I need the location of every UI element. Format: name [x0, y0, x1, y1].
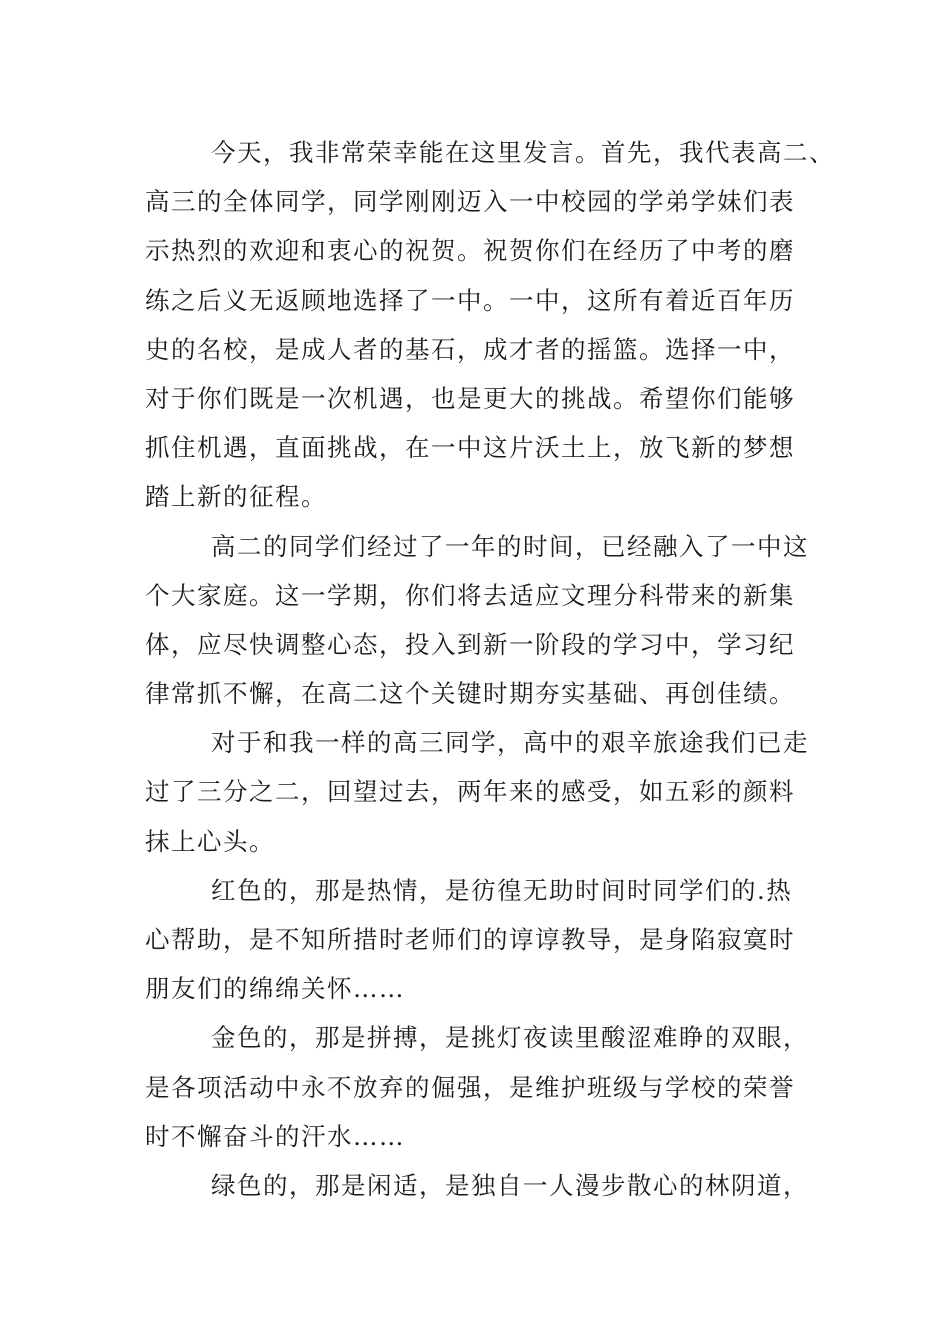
paragraph-line: 时不懈奋斗的汗水…… [145, 1121, 405, 1151]
paragraph-line: 抹上心头。 [145, 826, 275, 856]
paragraph-line: 朋友们的绵绵关怀…… [145, 974, 405, 1004]
document-body [145, 128, 845, 1210]
paragraph-line: 绿色的，那是闲适，是独自一人漫步散心的林阴道， [211, 1170, 809, 1200]
paragraph-grade-three [145, 718, 845, 866]
paragraph-line: 是各项活动中永不放弃的倔强，是维护班级与学校的荣誉 [145, 1072, 795, 1102]
paragraph-line: 对于和我一样的高三同学，高中的艰辛旅途我们已走 [211, 728, 809, 758]
paragraph-line: 高二的同学们经过了一年的时间，已经融入了一中这 [211, 531, 809, 561]
paragraph-line: 对于你们既是一次机遇，也是更大的挑战。希望你们能够 [145, 383, 795, 413]
paragraph-line: 今天，我非常荣幸能在这里发言。首先，我代表高二、 [211, 138, 835, 167]
paragraph-line: 心帮助，是不知所措时老师们的谆谆教导，是身陷寂寞时 [145, 925, 795, 954]
paragraph-grade-two [145, 522, 845, 719]
paragraph-line: 史的名校，是成人者的基石，成才者的摇篮。选择一中， [145, 334, 795, 364]
paragraph-line: 金色的，那是拼搏，是挑灯夜读里酸涩难睁的双眼， [211, 1023, 809, 1053]
paragraph-gold [145, 1013, 845, 1161]
paragraph-line: 练之后义无返顾地选择了一中。一中，这所有着近百年历 [145, 285, 795, 315]
paragraph-line: 律常抓不懈，在高二这个关键时期夯实基础、再创佳绩。 [145, 679, 795, 709]
paragraph-line: 示热烈的欢迎和衷心的祝贺。祝贺你们在经历了中考的磨 [145, 236, 795, 266]
paragraph-green [145, 1161, 845, 1210]
paragraph-line: 过了三分之二，回望过去，两年来的感受，如五彩的颜料 [145, 777, 795, 807]
paragraph-welcome [145, 128, 845, 522]
paragraph-line: 个大家庭。这一学期，你们将去适应文理分科带来的新集 [145, 580, 795, 610]
paragraph-line: 抓住机遇，直面挑战，在一中这片沃土上，放飞新的梦想 [145, 433, 795, 463]
paragraph-red [145, 866, 845, 1014]
paragraph-line: 踏上新的征程。 [145, 482, 327, 512]
paragraph-line: 红色的，那是热情，是彷徨无助时间时同学们的.热 [211, 875, 793, 905]
paragraph-line: 体，应尽快调整心态，投入到新一阶段的学习中，学习纪 [145, 629, 795, 659]
paragraph-line: 高三的全体同学，同学刚刚迈入一中校园的学弟学妹们表 [145, 187, 795, 217]
